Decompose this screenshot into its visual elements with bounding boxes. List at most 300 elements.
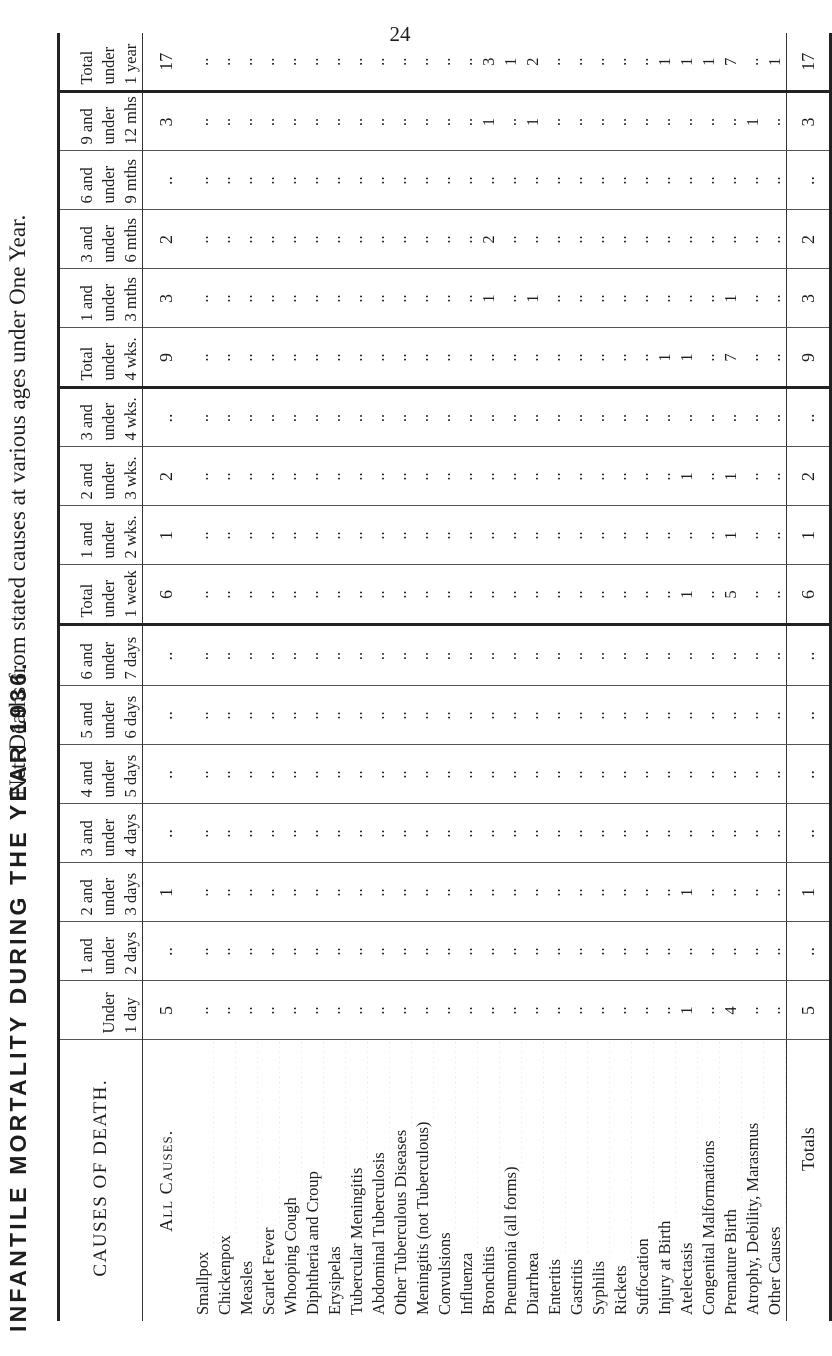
totals-value: 3	[787, 92, 831, 151]
header-line: under	[99, 877, 118, 916]
table-cell: 7	[721, 57, 740, 66]
table-cell: ..	[281, 590, 300, 599]
table-cell: ..	[655, 294, 674, 303]
table-cell: ..	[501, 353, 520, 362]
table-cell: ..	[611, 590, 630, 599]
table-cell: 5	[721, 590, 740, 599]
table-cell: ..	[677, 829, 696, 838]
table-cell: ..	[589, 888, 608, 897]
table-cell: ..	[545, 294, 564, 303]
table-cell: ..	[391, 770, 410, 779]
table-cell: ..	[413, 590, 432, 599]
table-cell: ..	[699, 711, 718, 720]
age-column-header	[59, 447, 143, 506]
table-cell: ..	[589, 353, 608, 362]
table-cell: 1	[677, 590, 696, 599]
header-line: 3 and	[77, 404, 96, 441]
header-line: 1 week	[121, 570, 140, 618]
table-cell: ..	[721, 651, 740, 661]
age-column-header	[59, 151, 143, 210]
table-cell: 1	[655, 353, 674, 362]
age-column-values	[189, 804, 787, 863]
table-cell: ..	[523, 651, 542, 661]
table-cell: ..	[743, 590, 762, 599]
cause-label: Whooping Cough	[281, 1197, 300, 1315]
table-cell: ..	[545, 413, 564, 423]
table-cell: ..	[765, 472, 784, 481]
table-cell: 7	[721, 353, 740, 362]
table-cell: ..	[611, 829, 630, 838]
table-cell: ..	[567, 235, 586, 244]
table-cell: ..	[391, 117, 410, 127]
table-cell: ..	[501, 176, 520, 185]
table-cell: ..	[413, 472, 432, 481]
table-cell: ..	[721, 413, 740, 423]
all-causes-value: 2	[143, 447, 190, 506]
table-cell: ..	[721, 770, 740, 779]
table-cell: ..	[765, 117, 784, 127]
table-cell: ..	[413, 651, 432, 661]
all-causes-value: 6	[143, 565, 190, 625]
table-cell: ..	[259, 770, 278, 779]
table-cell: ..	[611, 1006, 630, 1015]
cause-label: Atrophy, Debility, Marasmus	[743, 1122, 762, 1315]
table-cell: ..	[523, 770, 542, 779]
all-causes-value: 3	[143, 92, 190, 151]
table-cell: ..	[677, 117, 696, 127]
table-cell: ..	[193, 413, 212, 423]
table-cell: ..	[435, 888, 454, 897]
header-line: 6 and	[77, 167, 96, 204]
table-cell: ..	[303, 413, 322, 423]
table-cell: ..	[347, 947, 366, 956]
table-cell: ..	[523, 353, 542, 362]
table-cell: ..	[501, 947, 520, 956]
table-cell: ..	[567, 770, 586, 779]
table-cell: ..	[479, 531, 498, 540]
age-column-values	[189, 506, 787, 565]
age-column-header	[59, 269, 143, 328]
table-cell: ..	[677, 947, 696, 956]
table-cell: ..	[655, 176, 674, 185]
table-cell: ..	[303, 235, 322, 244]
table-cell: ..	[721, 711, 740, 720]
table-cell: ..	[369, 711, 388, 720]
table-cell: ..	[237, 176, 256, 185]
age-column-values	[189, 92, 787, 151]
table-cell: ..	[545, 353, 564, 362]
table-cell: ..	[369, 176, 388, 185]
table-cell: ..	[765, 176, 784, 185]
table-cell: ..	[457, 117, 476, 127]
table-cell: ..	[215, 888, 234, 897]
table-cell: ..	[699, 590, 718, 599]
table-cell: ..	[347, 353, 366, 362]
table-cell: ..	[193, 472, 212, 481]
table-cell: ..	[391, 294, 410, 303]
table-cell: 1	[479, 294, 498, 303]
table-cell: ..	[721, 888, 740, 897]
table-cell: 1	[721, 294, 740, 303]
table-cell: ..	[501, 413, 520, 423]
table-cell: ..	[457, 176, 476, 185]
table-cell: ..	[391, 413, 410, 423]
table-cell: ..	[435, 770, 454, 779]
table-caption: Nett Deaths from stated causes at various ages under One Year.	[5, 214, 30, 796]
all-causes-value: 17	[143, 33, 190, 92]
table-cell: ..	[743, 770, 762, 779]
table-cell: ..	[479, 947, 498, 956]
table-cell: ..	[259, 651, 278, 661]
table-cell: ..	[479, 590, 498, 599]
table-cell: ..	[501, 472, 520, 481]
table-cell: ..	[193, 57, 212, 66]
table-cell: ..	[611, 57, 630, 66]
table-cell: ..	[743, 235, 762, 244]
cause-name	[214, 1041, 236, 1316]
page-number: 24	[389, 22, 411, 46]
table-cell: ..	[347, 1006, 366, 1015]
table-cell: ..	[611, 711, 630, 720]
header-line: 2 and	[77, 463, 96, 500]
table-cell: ..	[743, 353, 762, 362]
cause-name	[236, 1041, 258, 1316]
table-cell: ..	[347, 888, 366, 897]
cause-label: Suffocation	[633, 1238, 652, 1315]
table-cell: ..	[237, 235, 256, 244]
table-cell: ..	[655, 117, 674, 127]
cause-name	[764, 1041, 786, 1316]
table-cell: ..	[215, 353, 234, 362]
cause-label: Bronchitis	[479, 1246, 498, 1315]
cause-name	[324, 1041, 346, 1316]
table-cell: ..	[193, 235, 212, 244]
table-cell: ..	[699, 294, 718, 303]
table-cell: ..	[765, 353, 784, 362]
table-cell: ..	[413, 57, 432, 66]
age-column-header	[59, 388, 143, 447]
table-cell: ..	[721, 176, 740, 185]
table-cell: ..	[391, 651, 410, 661]
age-column-values	[189, 269, 787, 328]
header-line: under	[99, 342, 118, 381]
table-cell: ..	[391, 1006, 410, 1015]
table-cell: ..	[391, 176, 410, 185]
totals-label: Totals	[787, 1040, 831, 1321]
table-cell: ..	[413, 294, 432, 303]
table-cell: ..	[303, 353, 322, 362]
header-line: 2 and	[77, 879, 96, 916]
table-cell: ..	[325, 235, 344, 244]
cause-label: Syphilis	[589, 1260, 608, 1315]
table-cell: ..	[259, 413, 278, 423]
table-cell: ..	[655, 947, 674, 956]
table-cell: ..	[303, 590, 322, 599]
cause-label: Congenital Malformations	[699, 1140, 718, 1315]
table-cell: ..	[281, 176, 300, 185]
cause-name	[610, 1041, 632, 1316]
age-column-header	[59, 745, 143, 804]
table-cell: ..	[303, 829, 322, 838]
table-cell: ..	[501, 117, 520, 127]
table-cell: ..	[589, 590, 608, 599]
cause-label: Rickets	[611, 1265, 630, 1315]
cause-name	[302, 1041, 324, 1316]
table-cell: ..	[611, 651, 630, 661]
table-cell: ..	[765, 770, 784, 779]
totals-value: ..	[787, 388, 831, 447]
table-cell: ..	[765, 235, 784, 244]
header-line: under	[99, 641, 118, 680]
cause-label: Convulsions	[435, 1232, 454, 1315]
table-cell: ..	[259, 294, 278, 303]
table-cell: ..	[325, 117, 344, 127]
totals-value: ..	[787, 686, 831, 745]
header-line: 1 day	[121, 997, 140, 1034]
table-cell: ..	[523, 413, 542, 423]
table-cell: ..	[567, 947, 586, 956]
table-cell: ..	[633, 770, 652, 779]
table-cell: ..	[215, 1006, 234, 1015]
table-cell: ..	[347, 235, 366, 244]
table-cell: ..	[743, 711, 762, 720]
table-cell: ..	[611, 770, 630, 779]
table-cell: ..	[325, 888, 344, 897]
table-cell: ..	[457, 1006, 476, 1015]
table-cell: ..	[457, 770, 476, 779]
table-cell: ..	[699, 947, 718, 956]
table-cell: ..	[435, 711, 454, 720]
table-cell: ..	[743, 651, 762, 661]
table-cell: ..	[391, 947, 410, 956]
table-cell: ..	[699, 651, 718, 661]
age-column-header	[59, 863, 143, 922]
table-cell: ..	[457, 829, 476, 838]
header-line: 1 and	[77, 285, 96, 322]
table-cell: ..	[765, 711, 784, 720]
table-cell: ..	[237, 117, 256, 127]
age-column-values	[189, 210, 787, 269]
table-cell: ..	[435, 176, 454, 185]
table-cell: ..	[259, 888, 278, 897]
table-cell: 1	[655, 57, 674, 66]
cause-name	[720, 1041, 742, 1316]
table-cell: ..	[743, 294, 762, 303]
table-cell: ..	[545, 590, 564, 599]
header-line: under	[99, 818, 118, 857]
cause-label: Other Tuberculous Diseases	[391, 1129, 410, 1315]
table-cell: 1	[677, 1006, 696, 1015]
cause-label: Diarrhœa	[523, 1252, 542, 1315]
table-cell: 1	[479, 117, 498, 127]
table-cell: ..	[237, 590, 256, 599]
table-cell: ..	[699, 829, 718, 838]
header-line: Total	[77, 346, 96, 381]
table-cell: ..	[413, 888, 432, 897]
table-cell: ..	[303, 711, 322, 720]
table-cell: ..	[677, 413, 696, 423]
table-cell: ..	[655, 888, 674, 897]
table-cell: ..	[347, 590, 366, 599]
table-cell: ..	[215, 235, 234, 244]
table-cell: ..	[281, 531, 300, 540]
cause-name	[566, 1041, 588, 1316]
totals-row	[787, 33, 831, 1321]
table-cell: ..	[567, 294, 586, 303]
table-cell: ..	[567, 711, 586, 720]
cause-label: Tubercular Meningitis	[347, 1167, 366, 1315]
table-cell: 3	[479, 57, 498, 66]
table-cell: ..	[193, 947, 212, 956]
table-cell: ..	[435, 829, 454, 838]
table-cell: ..	[633, 117, 652, 127]
table-cell: ..	[677, 651, 696, 661]
table-cell: ..	[765, 413, 784, 423]
table-cell: ..	[611, 531, 630, 540]
table-cell: ..	[281, 651, 300, 661]
header-line: Total	[77, 583, 96, 618]
mortality-table	[57, 33, 832, 1321]
table-cell: ..	[589, 117, 608, 127]
table-cell: ..	[501, 590, 520, 599]
table-cell: ..	[193, 770, 212, 779]
table-cell: ..	[435, 294, 454, 303]
age-column-header	[59, 33, 143, 92]
table-cell: ..	[501, 235, 520, 244]
table-cell: ..	[567, 531, 586, 540]
table-cell: ..	[413, 117, 432, 127]
header-row	[59, 33, 143, 1321]
cause-label: Other Causes	[765, 1226, 784, 1315]
table-cell: ..	[501, 770, 520, 779]
table-cell: ..	[523, 711, 542, 720]
table-cell: ..	[677, 531, 696, 540]
table-cell: ..	[303, 947, 322, 956]
table-cell: ..	[743, 531, 762, 540]
table-cell: ..	[633, 176, 652, 185]
table-cell: ..	[259, 235, 278, 244]
table-cell: ..	[325, 413, 344, 423]
table-cell: 2	[479, 235, 498, 244]
header-line: 12 mhs	[121, 96, 140, 145]
all-causes-value: ..	[143, 804, 190, 863]
table-cell: ..	[633, 531, 652, 540]
table-cell: ..	[303, 294, 322, 303]
table-cell: ..	[193, 1006, 212, 1015]
table-cell: ..	[457, 947, 476, 956]
header-line: under	[99, 106, 118, 145]
header-line: 2 days	[121, 931, 140, 975]
table-cell: ..	[567, 353, 586, 362]
table-cell: ..	[391, 353, 410, 362]
table-cell: ..	[743, 176, 762, 185]
table-cell: ..	[215, 531, 234, 540]
age-column-header	[59, 686, 143, 745]
table-cell: ..	[237, 888, 256, 897]
age-column-values	[189, 686, 787, 745]
header-line: under	[99, 46, 118, 85]
age-column-header	[59, 92, 143, 151]
table-cell: ..	[501, 1006, 520, 1015]
table-cell: ..	[589, 176, 608, 185]
table-cell: 1	[501, 57, 520, 66]
table-cell: ..	[215, 176, 234, 185]
table-cell: ..	[765, 590, 784, 599]
table-cell: ..	[303, 770, 322, 779]
table-cell: ..	[391, 531, 410, 540]
table-cell: ..	[259, 590, 278, 599]
table-cell: ..	[479, 472, 498, 481]
all-causes-value: ..	[143, 686, 190, 745]
table-cell: 1	[721, 472, 740, 481]
table-cell: ..	[523, 888, 542, 897]
age-column-values	[189, 922, 787, 981]
table-cell: ..	[765, 531, 784, 540]
table-cell: ..	[325, 176, 344, 185]
table-cell: ..	[611, 472, 630, 481]
table-cell: ..	[567, 651, 586, 661]
cause-name	[632, 1041, 654, 1316]
cause-label: Measles	[237, 1260, 256, 1315]
table-cell: ..	[237, 829, 256, 838]
header-line: under	[99, 402, 118, 441]
table-cell: ..	[281, 711, 300, 720]
table-cell: ..	[677, 235, 696, 244]
table-cell: ..	[281, 413, 300, 423]
table-cell: ..	[369, 117, 388, 127]
table-cell: ..	[413, 1006, 432, 1015]
table-cell: ..	[501, 711, 520, 720]
all-causes-value: ..	[143, 922, 190, 981]
all-causes-value: ..	[143, 745, 190, 804]
table-cell: ..	[413, 235, 432, 244]
table-cell: ..	[699, 472, 718, 481]
table-cell: 4	[721, 1006, 740, 1015]
table-cell: ..	[391, 235, 410, 244]
cause-label: Atelectasis	[677, 1242, 696, 1315]
table-cell: ..	[765, 294, 784, 303]
header-line: under	[99, 283, 118, 322]
table-cell: ..	[633, 294, 652, 303]
table-cell: ..	[391, 590, 410, 599]
totals-value: 17	[787, 33, 831, 92]
age-column-header	[59, 625, 143, 686]
table-cell: ..	[259, 531, 278, 540]
table-cell: ..	[743, 888, 762, 897]
totals-value: 1	[787, 863, 831, 922]
age-column-values	[189, 981, 787, 1040]
cause-name	[192, 1041, 214, 1316]
table-cell: 1	[765, 57, 784, 66]
table-cell: ..	[545, 651, 564, 661]
table-cell: ..	[325, 472, 344, 481]
table-cell: ..	[347, 57, 366, 66]
table-cell: ..	[545, 472, 564, 481]
table-cell: ..	[347, 294, 366, 303]
table-cell: ..	[589, 1006, 608, 1015]
table-cell: ..	[193, 117, 212, 127]
table-cell: ..	[325, 294, 344, 303]
table-cell: ..	[743, 413, 762, 423]
table-cell: ..	[215, 651, 234, 661]
table-cell: ..	[369, 651, 388, 661]
age-column-values	[189, 388, 787, 447]
table-cell: ..	[281, 770, 300, 779]
all-causes-value: ..	[143, 151, 190, 210]
table-cell: ..	[545, 57, 564, 66]
totals-value: 3	[787, 269, 831, 328]
table-cell: ..	[435, 472, 454, 481]
